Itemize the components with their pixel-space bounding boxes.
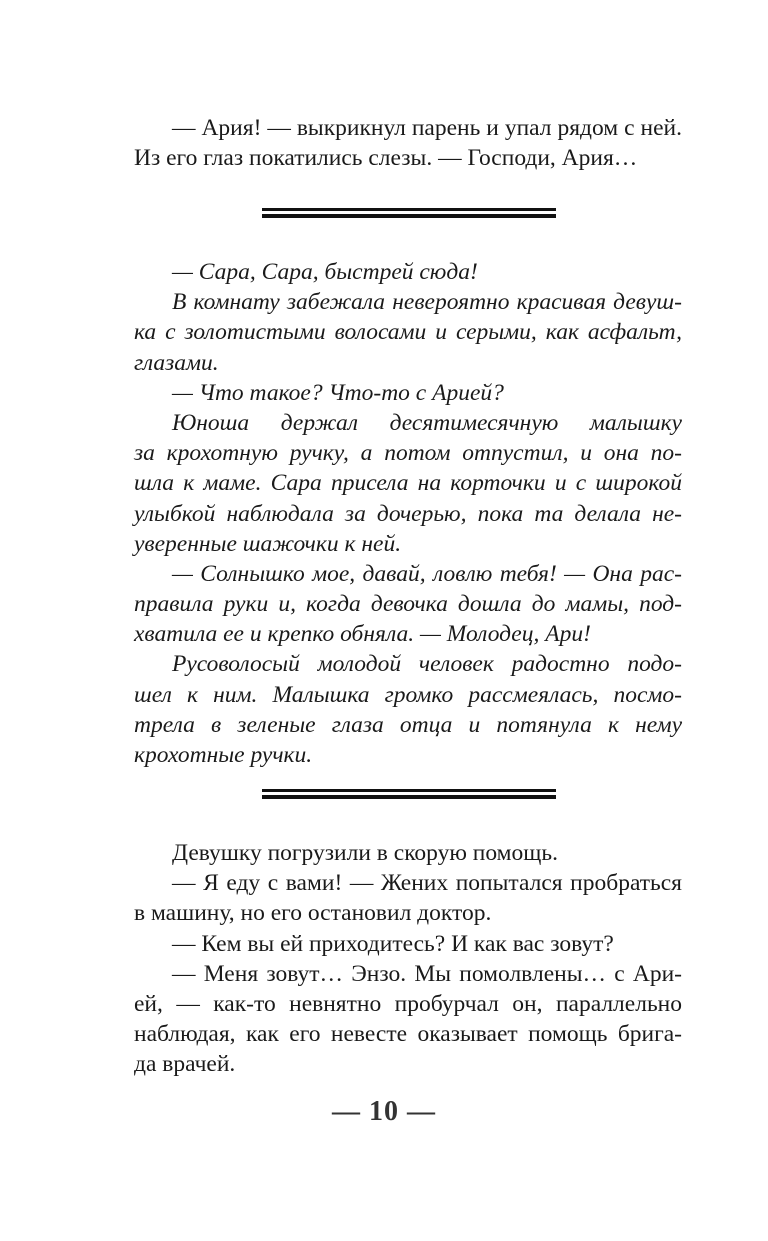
- text-line: — Что такое? Что-то с Арией?: [172, 379, 504, 406]
- divider-rule-thick: [262, 214, 556, 218]
- text-section-2-flashback: [134, 257, 682, 770]
- section-divider: [262, 208, 556, 219]
- text-line: Из его глаз покатились слезы. — Господи, Ария…: [134, 145, 638, 172]
- text-line: — Ария! — выкрикнул парень и упал рядом с ней.: [172, 115, 682, 141]
- text-line: Девушку погрузили в скорую помощь.: [172, 840, 558, 866]
- text-line: — Я еду с вами! — Жених попытался пробраться: [172, 870, 682, 897]
- text-line: Русоволосый молодой человек радостно подо-: [172, 651, 682, 678]
- text-line: наблюдая, как его невесте оказывает помощь брига-: [134, 1021, 682, 1048]
- text-line: — Кем вы ей приходитесь? И как вас зовут?: [172, 930, 614, 957]
- divider-rule-thin: [262, 789, 556, 792]
- text-line: глазами.: [134, 349, 219, 376]
- text-line: ей, — как-то невнятно пробурчал он, параллельно: [134, 990, 682, 1017]
- divider-rule-thin: [262, 208, 556, 211]
- text-line: хватила ее и крепко обняла. — Молодец, Ари!: [134, 621, 591, 648]
- text-line: да врачей.: [134, 1051, 236, 1078]
- text-line: крохотные ручки.: [134, 742, 313, 768]
- text-line: шла к маме. Сара присела на корточки и с широкой: [134, 470, 682, 497]
- text-line: уверенные шажочки к ней.: [134, 530, 402, 557]
- text-line: ка с золотистыми волосами и серыми, как асфальт,: [134, 319, 682, 346]
- text-line: шел к ним. Малышка громко рассмеялась, посмо-: [134, 681, 682, 708]
- text-line: — Сара, Сара, быстрей сюда!: [172, 259, 478, 285]
- text-line: — Солнышко мое, давай, ловлю тебя! — Она рас-: [172, 560, 682, 587]
- page-number: — 10 —: [332, 1096, 436, 1127]
- text-section-1: [134, 113, 682, 173]
- text-line: за крохотную ручку, а потом отпустил, и она по-: [134, 440, 682, 467]
- text-line: Юноша держал десятимесячную малышку: [172, 409, 682, 436]
- text-line: улыбкой наблюдала за дочерью, пока та делала не-: [134, 500, 682, 527]
- text-line: трела в зеленые глаза отца и потянула к нему: [134, 711, 682, 738]
- text-line: в машину, но его остановил доктор.: [134, 900, 492, 927]
- text-line: — Меня зовут… Энзо. Мы помолвлены… с Ари-: [172, 960, 682, 987]
- text-line: правила руки и, когда девочка дошла до мамы, под-: [134, 591, 682, 618]
- text-section-3: [134, 838, 682, 1080]
- divider-rule-thick: [262, 795, 556, 799]
- text-line: В комнату забежала невероятно красивая девуш-: [172, 289, 682, 316]
- section-divider: [262, 789, 556, 800]
